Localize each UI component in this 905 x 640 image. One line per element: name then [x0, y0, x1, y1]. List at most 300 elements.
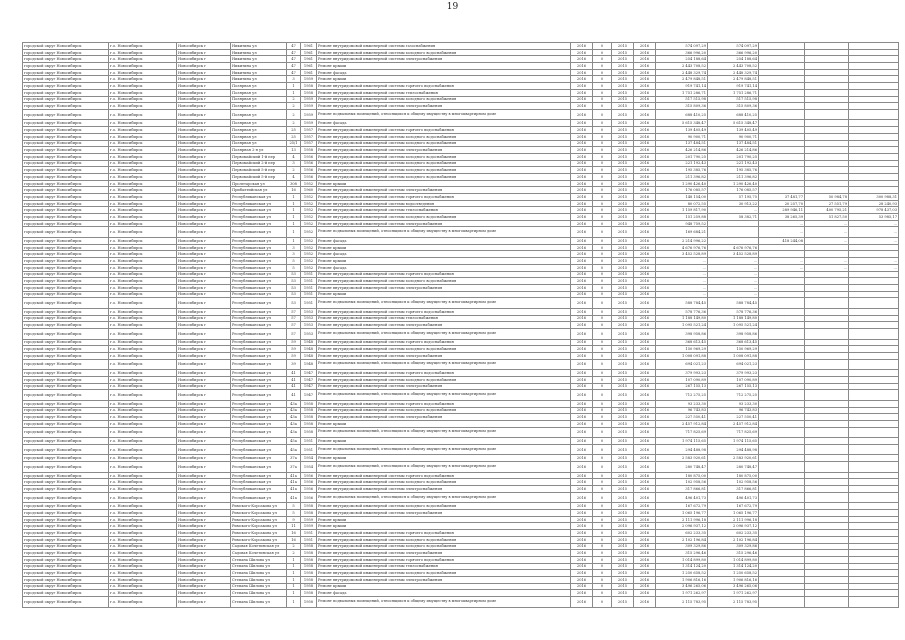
build-year-cell: 1952 [301, 214, 317, 221]
year-start-cell: 2016 [571, 576, 593, 583]
regional-cost-cell [805, 583, 849, 590]
count-cell: 0 [593, 503, 612, 510]
work-type-cell: Ремонт внутридомовой инженерной системы горячего водоснабжения [317, 556, 571, 563]
district-cell: городской округ Новосибирск [23, 590, 109, 597]
table-row [23, 238, 899, 245]
house-number-cell: 2 [287, 550, 301, 557]
total-cost-cell: 694 021,23 [656, 359, 708, 370]
regional-cost-cell [805, 352, 849, 359]
house-number-cell: 53 [287, 271, 301, 278]
municipality-cell: г.о. Новосибирск [109, 258, 177, 265]
local-cost-cell [849, 479, 899, 486]
federal-cost-cell [759, 570, 805, 577]
district-cell: городской округ Новосибирск [23, 43, 109, 50]
count-cell: 0 [593, 200, 612, 207]
table-row [23, 510, 899, 517]
work-type-cell: Ремонт крыши [317, 244, 571, 251]
municipality-cell: г.о. Новосибирск [109, 214, 177, 221]
build-year-cell: 1951 [301, 278, 317, 285]
municipality-cell: г.о. Новосибирск [109, 133, 177, 140]
federal-cost-cell [759, 550, 805, 557]
local-cost-cell [849, 352, 899, 359]
municipality-cell: г.о. Новосибирск [109, 76, 177, 83]
house-number-cell: 1 [287, 207, 301, 214]
district-cell: городской округ Новосибирск [23, 543, 109, 550]
local-cost-cell [849, 328, 899, 339]
work-type-cell: Ремонт внутридомовой инженерной системы холодного водоснабжения [317, 278, 571, 285]
local-cost-cell [849, 346, 899, 353]
house-number-cell: 41 [287, 376, 301, 383]
total-cost-cell: 169 684,21 [656, 227, 708, 238]
regional-cost-cell [805, 346, 849, 353]
year-start-cell: 2016 [571, 597, 593, 608]
regional-cost-cell [805, 550, 849, 557]
street-cell: Полярная ул [231, 89, 287, 96]
year-start-cell: 2016 [571, 120, 593, 127]
fund-cost-cell: 426 214,86 [708, 147, 759, 154]
house-number-cell: 4 [287, 153, 301, 160]
plan-year-to-cell: 2016 [634, 339, 656, 346]
municipality-cell: г.о. Новосибирск [109, 346, 177, 353]
build-year-cell: 1956 [301, 153, 317, 160]
municipality-cell: г.о. Новосибирск [109, 264, 177, 271]
settlement-cell: Новосибирск г [177, 462, 231, 473]
federal-cost-cell [759, 315, 805, 322]
fund-cost-cell: 1 290 426,40 [708, 180, 759, 187]
count-cell: 0 [593, 328, 612, 339]
district-cell: городской округ Новосибирск [23, 200, 109, 207]
build-year-cell: 1958 [301, 597, 317, 608]
plan-year-from-cell: 2015 [612, 339, 634, 346]
municipality-cell: г.о. Новосибирск [109, 315, 177, 322]
year-start-cell: 2016 [571, 503, 593, 510]
year-start-cell: 2016 [571, 359, 593, 370]
fund-cost-cell: 578 776,36 [708, 308, 759, 315]
plan-year-from-cell: 2015 [612, 89, 634, 96]
total-cost-cell: 309 329,86 [656, 543, 708, 550]
federal-cost-cell [759, 173, 805, 180]
municipality-cell: г.о. Новосибирск [109, 278, 177, 285]
count-cell: 0 [593, 76, 612, 83]
plan-year-from-cell: 2015 [612, 127, 634, 134]
total-cost-cell: 2 448 329,74 [656, 69, 708, 76]
local-cost-cell: 28 240,93 [849, 200, 899, 207]
municipality-cell: г.о. Новосибирск [109, 167, 177, 174]
settlement-cell: Новосибирск г [177, 536, 231, 543]
house-number-cell: 47 [287, 63, 301, 70]
settlement-cell: Новосибирск г [177, 298, 231, 309]
local-cost-cell [849, 576, 899, 583]
municipality-cell: г.о. Новосибирск [109, 238, 177, 245]
count-cell: 0 [593, 556, 612, 563]
municipality-cell: г.о. Новосибирск [109, 597, 177, 608]
work-type-cell: Ремонт крыши [317, 523, 571, 530]
count-cell: 0 [593, 207, 612, 214]
plan-year-from-cell: 2015 [612, 133, 634, 140]
street-cell: Республиканская ул [231, 200, 287, 207]
street-cell: Первомайский 1-й пер [231, 153, 287, 160]
plan-year-to-cell: 2016 [634, 291, 656, 298]
total-cost-cell: 2 102 196,84 [656, 536, 708, 543]
count-cell: 0 [593, 359, 612, 370]
regional-cost-cell [805, 597, 849, 608]
build-year-cell: 1958 [301, 576, 317, 583]
count-cell: 0 [593, 576, 612, 583]
federal-cost-cell [759, 63, 805, 70]
table-row [23, 308, 899, 315]
fund-cost-cell: 2 111 996,18 [708, 516, 759, 523]
total-cost-cell: 254 188,64 [656, 56, 708, 63]
table-row [23, 63, 899, 70]
year-start-cell: 2016 [571, 220, 593, 227]
work-type-cell: Ремонт внутридомовой инженерной системы холодного водоснабжения [317, 407, 571, 414]
year-start-cell: 2016 [571, 160, 593, 167]
table-row [23, 543, 899, 550]
local-cost-cell [849, 278, 899, 285]
house-number-cell: 1 [287, 194, 301, 201]
house-number-cell: 59 [287, 346, 301, 353]
regional-cost-cell [805, 153, 849, 160]
year-start-cell: 2016 [571, 370, 593, 377]
count-cell: 0 [593, 194, 612, 201]
count-cell: 0 [593, 69, 612, 76]
total-cost-cell: 151 259,88 [656, 214, 708, 221]
settlement-cell: Новосибирск г [177, 576, 231, 583]
total-cost-cell: 5 615 348,47 [656, 120, 708, 127]
regional-cost-cell [805, 147, 849, 154]
table-row [23, 173, 899, 180]
municipality-cell: г.о. Новосибирск [109, 455, 177, 462]
plan-year-from-cell: 2015 [612, 583, 634, 590]
district-cell: городской округ Новосибирск [23, 516, 109, 523]
district-cell: городской округ Новосибирск [23, 160, 109, 167]
federal-cost-cell [759, 298, 805, 309]
total-cost-cell: ... [656, 258, 708, 265]
house-number-cell: 5 [287, 258, 301, 265]
build-year-cell: 1959 [301, 109, 317, 120]
build-year-cell: 1958 [301, 83, 317, 90]
local-cost-cell: ... [849, 227, 899, 238]
total-cost-cell: 280 748,47 [656, 462, 708, 473]
total-cost-cell: ... [656, 271, 708, 278]
build-year-cell: 1952 [301, 258, 317, 265]
municipality-cell: г.о. Новосибирск [109, 120, 177, 127]
fund-cost-cell: 588 784,45 [708, 298, 759, 309]
local-cost-cell [849, 167, 899, 174]
street-cell: Римского-Корсакова ул [231, 523, 287, 530]
year-start-cell: 2016 [571, 455, 593, 462]
street-cell: Республиканская ул [231, 346, 287, 353]
local-cost-cell [849, 376, 899, 383]
municipality-cell: г.о. Новосибирск [109, 523, 177, 530]
total-cost-cell: 712 275,25 [656, 390, 708, 401]
table-row [23, 516, 899, 523]
regional-cost-cell [805, 180, 849, 187]
local-cost-cell [849, 597, 899, 608]
work-type-cell: Ремонт крыши [317, 291, 571, 298]
plan-year-to-cell: 2016 [634, 455, 656, 462]
build-year-cell: 1952 [301, 251, 317, 258]
build-year-cell: 1958 [301, 563, 317, 570]
total-cost-cell: 578 776,36 [656, 308, 708, 315]
table-row [23, 315, 899, 322]
work-type-cell: Ремонт внутридомовой инженерной системы электроснабжения [317, 510, 571, 517]
street-cell: Республиканская ул [231, 390, 287, 401]
work-type-cell: Ремонт внутридомовой инженерной системы водоотведения [317, 200, 571, 207]
settlement-cell: Новосибирск г [177, 140, 231, 147]
federal-cost-cell [759, 147, 805, 154]
regional-cost-cell [805, 563, 849, 570]
municipality-cell: г.о. Новосибирск [109, 472, 177, 479]
plan-year-to-cell: 2016 [634, 96, 656, 103]
regional-cost-cell [805, 455, 849, 462]
federal-cost-cell [759, 414, 805, 421]
settlement-cell: Новосибирск г [177, 414, 231, 421]
federal-cost-cell: 38 265,39 [759, 214, 805, 221]
settlement-cell: Новосибирск г [177, 383, 231, 390]
house-number-cell: 47 [287, 49, 301, 56]
fund-cost-cell: 1 974 115,65 [708, 438, 759, 445]
count-cell: 0 [593, 352, 612, 359]
street-cell: Республиканская ул [231, 407, 287, 414]
work-type-cell: Ремонт внутридомовой инженерной системы горячего водоснабжения [317, 400, 571, 407]
plan-year-from-cell: 2015 [612, 563, 634, 570]
table-row [23, 455, 899, 462]
house-number-cell: 25 [287, 133, 301, 140]
regional-cost-cell: 400 795,21 [805, 207, 849, 214]
plan-year-to-cell: 2016 [634, 180, 656, 187]
district-cell: городской округ Новосибирск [23, 120, 109, 127]
plan-year-to-cell: 2016 [634, 69, 656, 76]
total-cost-cell: 90 900,71 [656, 133, 708, 140]
year-start-cell: 2016 [571, 536, 593, 543]
work-type-cell: Ремонт внутридомовой инженерной системы холодного водоснабжения [317, 536, 571, 543]
table-row [23, 346, 899, 353]
plan-year-from-cell: 2015 [612, 271, 634, 278]
year-start-cell: 2016 [571, 153, 593, 160]
work-type-cell: Ремонт внутридомовой инженерной системы холодного водоснабжения [317, 160, 571, 167]
district-cell: городской округ Новосибирск [23, 530, 109, 537]
settlement-cell: Новосибирск г [177, 352, 231, 359]
settlement-cell: Новосибирск г [177, 359, 231, 370]
street-cell: Никитина ул [231, 63, 287, 70]
regional-cost-cell [805, 271, 849, 278]
plan-year-to-cell: 2016 [634, 278, 656, 285]
municipality-cell: г.о. Новосибирск [109, 187, 177, 194]
build-year-cell: 1952 [301, 238, 317, 245]
total-cost-cell: 688 410,25 [656, 109, 708, 120]
municipality-cell: г.о. Новосибирск [109, 359, 177, 370]
fund-cost-cell: 1 095 521,24 [708, 322, 759, 329]
plan-year-from-cell: 2015 [612, 523, 634, 530]
plan-year-to-cell: 2016 [634, 284, 656, 291]
street-cell: Полярная ул [231, 127, 287, 134]
local-cost-cell [849, 76, 899, 83]
plan-year-to-cell: 2016 [634, 220, 656, 227]
total-cost-cell: 517 515,98 [656, 96, 708, 103]
federal-cost-cell [759, 140, 805, 147]
total-cost-cell: 2 115 783,95 [656, 597, 708, 608]
street-cell: Республиканская ул [231, 251, 287, 258]
fund-cost-cell: 717 825,69 [708, 427, 759, 438]
total-cost-cell: 1 188 149,80 [656, 315, 708, 322]
build-year-cell: 1947 [301, 383, 317, 390]
regional-cost-cell [805, 359, 849, 370]
count-cell: 0 [593, 238, 612, 245]
federal-cost-cell [759, 109, 805, 120]
municipality-cell: г.о. Новосибирск [109, 96, 177, 103]
plan-year-from-cell: 2015 [612, 543, 634, 550]
house-number-cell: 59 [287, 339, 301, 346]
district-cell: городской округ Новосибирск [23, 271, 109, 278]
plan-year-to-cell: 2016 [634, 407, 656, 414]
municipality-cell: г.о. Новосибирск [109, 291, 177, 298]
work-type-cell: Ремонт подвальных помещений, относящихся к общему имуществу в многоквартирном доме [317, 462, 571, 473]
total-cost-cell: ... [656, 284, 708, 291]
settlement-cell: Новосибирск г [177, 370, 231, 377]
total-cost-cell: 96 743,83 [656, 407, 708, 414]
plan-year-to-cell: 2016 [634, 523, 656, 530]
settlement-cell: Новосибирск г [177, 207, 231, 214]
plan-year-from-cell: 2015 [612, 200, 634, 207]
fund-cost-cell: 2 096 937,12 [708, 523, 759, 530]
municipality-cell: г.о. Новосибирск [109, 173, 177, 180]
plan-year-to-cell: 2016 [634, 264, 656, 271]
count-cell: 0 [593, 472, 612, 479]
settlement-cell: Новосибирск г [177, 400, 231, 407]
build-year-cell: 1952 [301, 180, 317, 187]
street-cell: Прибалтийская ул [231, 187, 287, 194]
street-cell: Республиканская ул [231, 227, 287, 238]
plan-year-to-cell: 2016 [634, 420, 656, 427]
settlement-cell: Новосибирск г [177, 492, 231, 503]
district-cell: городской округ Новосибирск [23, 407, 109, 414]
local-cost-cell [849, 516, 899, 523]
plan-year-to-cell: 2016 [634, 173, 656, 180]
fund-cost-cell: 712 275,25 [708, 390, 759, 401]
year-start-cell: 2016 [571, 284, 593, 291]
table-row [23, 207, 899, 214]
year-start-cell: 2016 [571, 291, 593, 298]
work-type-cell: Ремонт внутридомовой инженерной системы электроснабжения [317, 147, 571, 154]
local-cost-cell [849, 492, 899, 503]
total-cost-cell: 919 741,14 [656, 83, 708, 90]
regional-cost-cell [805, 556, 849, 563]
total-cost-cell: 2 111 996,18 [656, 516, 708, 523]
house-number-cell: 2 [287, 167, 301, 174]
federal-cost-cell [759, 133, 805, 140]
municipality-cell: г.о. Новосибирск [109, 576, 177, 583]
plan-year-from-cell: 2015 [612, 427, 634, 438]
plan-year-to-cell: 2016 [634, 109, 656, 120]
count-cell: 0 [593, 291, 612, 298]
build-year-cell: 1947 [301, 376, 317, 383]
work-type-cell: Ремонт внутридомовой инженерной системы горячего водоснабжения [317, 127, 571, 134]
federal-cost-cell [759, 103, 805, 110]
district-cell: городской округ Новосибирск [23, 550, 109, 557]
year-start-cell: 2016 [571, 207, 593, 214]
table-row [23, 194, 899, 201]
count-cell: 0 [593, 390, 612, 401]
table-row [23, 127, 899, 134]
federal-cost-cell [759, 251, 805, 258]
plan-year-to-cell: 2016 [634, 214, 656, 221]
count-cell: 0 [593, 543, 612, 550]
local-cost-cell [849, 69, 899, 76]
work-type-cell: Ремонт внутридомовой инженерной системы горячего водоснабжения [317, 472, 571, 479]
regional-cost-cell: 50 984,78 [805, 194, 849, 201]
plan-year-from-cell: 2015 [612, 550, 634, 557]
year-start-cell: 2016 [571, 244, 593, 251]
count-cell: 0 [593, 103, 612, 110]
settlement-cell: Новосибирск г [177, 76, 231, 83]
municipality-cell: г.о. Новосибирск [109, 590, 177, 597]
regional-cost-cell [805, 284, 849, 291]
settlement-cell: Новосибирск г [177, 83, 231, 90]
regional-cost-cell [805, 536, 849, 543]
fund-cost-cell: 30 913,22 [708, 200, 759, 207]
total-cost-cell: 2 096 937,12 [656, 523, 708, 530]
district-cell: городской округ Новосибирск [23, 291, 109, 298]
plan-year-to-cell: 2016 [634, 563, 656, 570]
total-cost-cell: 139 405,49 [656, 127, 708, 134]
plan-year-to-cell: 2016 [634, 516, 656, 523]
plan-year-to-cell: 2016 [634, 194, 656, 201]
regional-cost-cell [805, 420, 849, 427]
federal-cost-cell [759, 376, 805, 383]
table-row [23, 278, 899, 285]
table-row [23, 284, 899, 291]
district-cell: городской округ Новосибирск [23, 438, 109, 445]
work-type-cell: Ремонт внутридомовой инженерной системы электроснабжения [317, 284, 571, 291]
federal-cost-cell [759, 536, 805, 543]
plan-year-from-cell: 2015 [612, 486, 634, 493]
street-cell: Республиканская ул [231, 244, 287, 251]
street-cell: Никитина ул [231, 56, 287, 63]
build-year-cell: 1954 [301, 455, 317, 462]
build-year-cell: 1961 [301, 43, 317, 50]
federal-cost-cell [759, 462, 805, 473]
federal-cost-cell [759, 271, 805, 278]
federal-cost-cell [759, 486, 805, 493]
count-cell: 0 [593, 315, 612, 322]
district-cell: городской округ Новосибирск [23, 63, 109, 70]
table-row [23, 486, 899, 493]
district-cell: городской округ Новосибирск [23, 492, 109, 503]
work-type-cell: Ремонт фасада [317, 120, 571, 127]
work-type-cell: Ремонт внутридомовой инженерной системы горячего водоснабжения [317, 308, 571, 315]
fund-cost-cell: 254 188,64 [708, 56, 759, 63]
regional-cost-cell [805, 510, 849, 517]
plan-year-from-cell: 2015 [612, 298, 634, 309]
house-number-cell: 53 [287, 298, 301, 309]
street-cell: Республиканская ул [231, 383, 287, 390]
district-cell: городской округ Новосибирск [23, 346, 109, 353]
district-cell: городской округ Новосибирск [23, 510, 109, 517]
house-number-cell: 45а [287, 444, 301, 455]
count-cell: 0 [593, 438, 612, 445]
street-cell: Садовая Кочетинская ул [231, 543, 287, 550]
local-cost-cell [849, 510, 899, 517]
build-year-cell: 1947 [301, 390, 317, 401]
plan-year-to-cell: 2016 [634, 315, 656, 322]
work-type-cell: Ремонт внутридомовой инженерной системы электроснабжения [317, 322, 571, 329]
plan-year-from-cell: 2015 [612, 455, 634, 462]
federal-cost-cell [759, 390, 805, 401]
plan-year-to-cell: 2016 [634, 258, 656, 265]
regional-cost-cell [805, 523, 849, 530]
federal-cost-cell [759, 49, 805, 56]
